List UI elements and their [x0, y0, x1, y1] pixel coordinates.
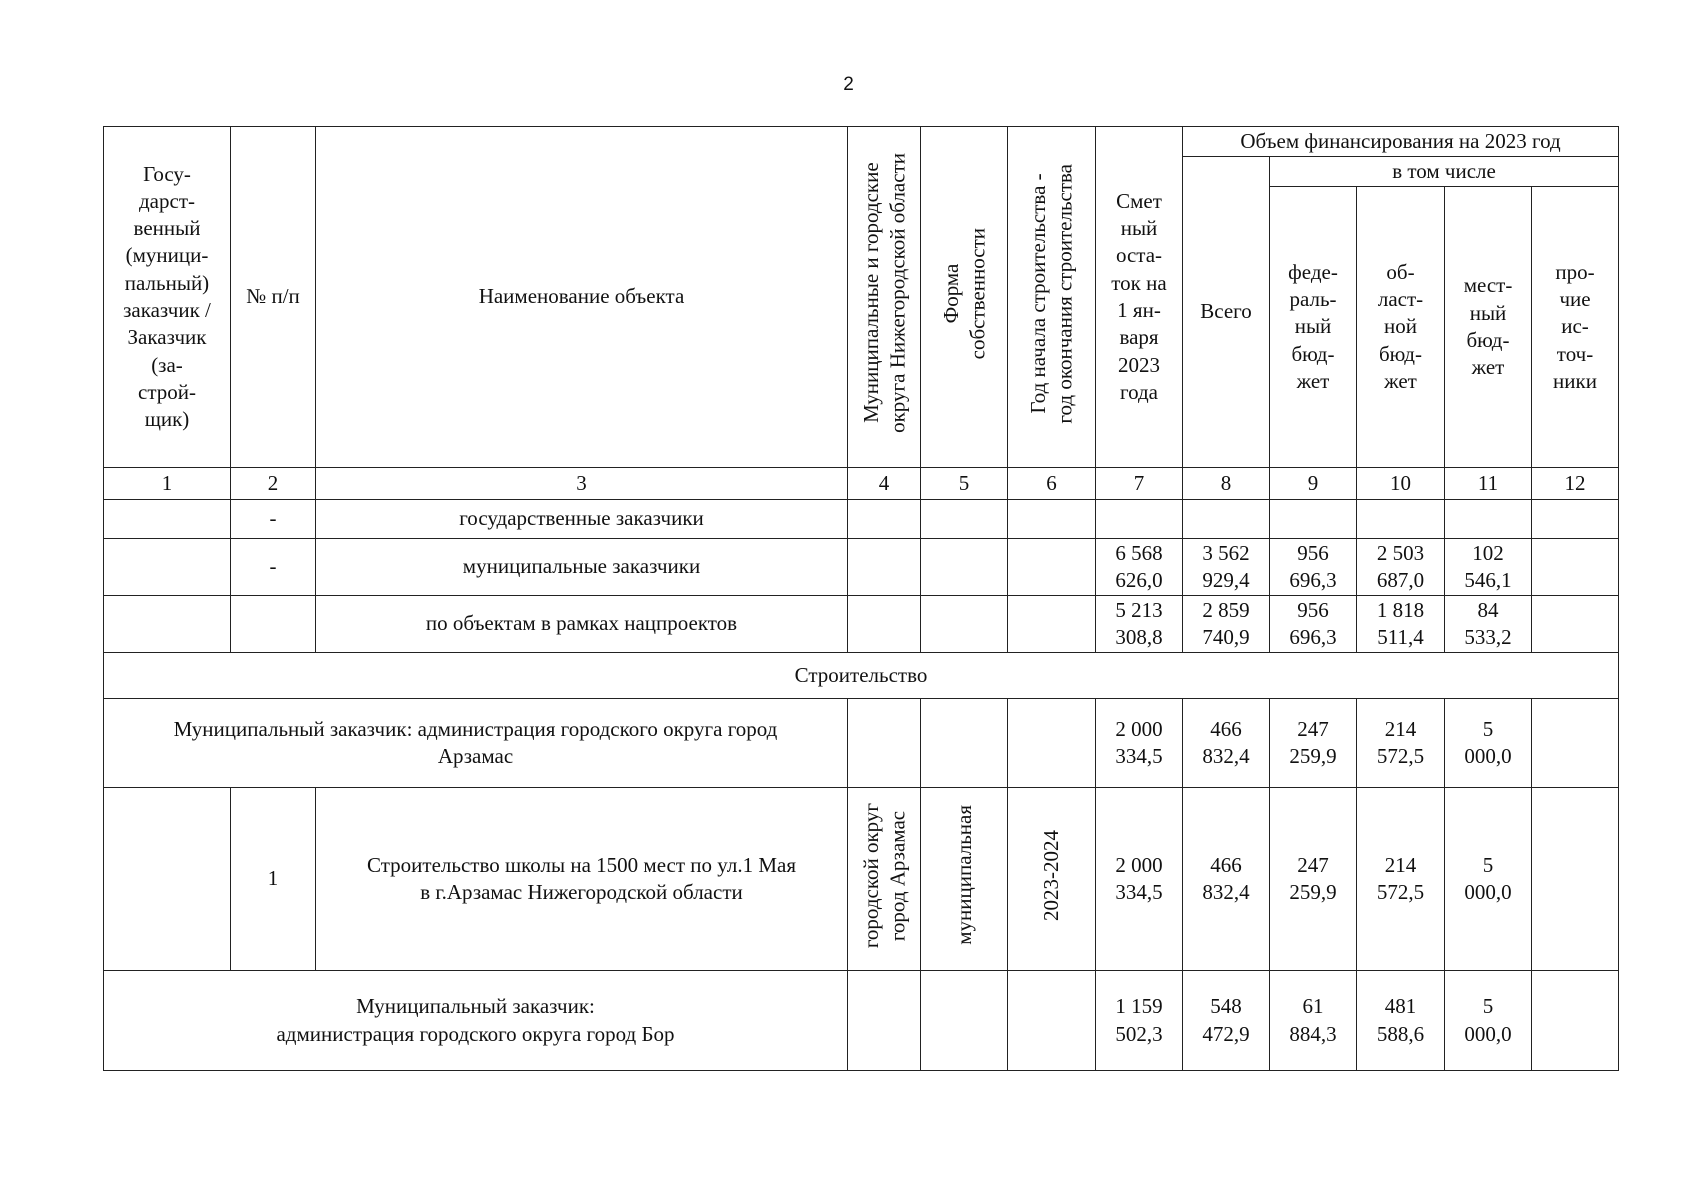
empty-cell [848, 596, 921, 653]
empty-cell [921, 539, 1008, 596]
object-district: городской округ город Арзамас [848, 788, 921, 971]
value-federal: 956 696,3 [1270, 539, 1357, 596]
row-dash: - [231, 500, 316, 539]
column-number: 3 [316, 468, 848, 500]
row-school-arzamas [104, 788, 1619, 971]
value-estimate: 2 000 334,5 [1096, 788, 1183, 971]
column-number: 11 [1445, 468, 1532, 500]
value-regional: 214 572,5 [1357, 788, 1445, 971]
empty-cell [104, 500, 231, 539]
empty-cell [848, 500, 921, 539]
row-state-customers [104, 500, 1619, 539]
column-number: 10 [1357, 468, 1445, 500]
customer-name: Муниципальный заказчик: администрация городского округа город Арзамас [104, 699, 848, 788]
empty-cell [1008, 971, 1096, 1071]
value-regional: 2 503 687,0 [1357, 539, 1445, 596]
value-other [1532, 539, 1619, 596]
empty-cell [1270, 500, 1357, 539]
value-other [1532, 699, 1619, 788]
investment-table [103, 126, 1619, 1071]
section-title: Строительство [104, 653, 1619, 699]
empty-cell [1532, 500, 1619, 539]
value-federal: 61 884,3 [1270, 971, 1357, 1071]
empty-cell [1008, 500, 1096, 539]
header-other-sources: про- чие ис- точ- ники [1532, 187, 1619, 468]
page-number: 2 [843, 74, 854, 95]
value-estimate: 2 000 334,5 [1096, 699, 1183, 788]
value-federal: 247 259,9 [1270, 699, 1357, 788]
column-numbers-row [104, 468, 1619, 500]
value-regional: 1 818 511,4 [1357, 596, 1445, 653]
empty-cell [1008, 699, 1096, 788]
empty-cell [921, 699, 1008, 788]
column-number: 1 [104, 468, 231, 500]
header-years: Год начала строительства - год окончания строительства [1008, 127, 1096, 468]
header-total: Всего [1183, 157, 1270, 468]
empty-cell [1445, 500, 1532, 539]
value-other [1532, 788, 1619, 971]
empty-cell [848, 539, 921, 596]
value-federal: 247 259,9 [1270, 788, 1357, 971]
header-item-number: № п/п [231, 127, 316, 468]
empty-cell [104, 596, 231, 653]
empty-cell [921, 596, 1008, 653]
header-ownership: Форма собственности [921, 127, 1008, 468]
row-name: по объектам в рамках нацпроектов [316, 596, 848, 653]
column-number: 4 [848, 468, 921, 500]
row-name: государственные заказчики [316, 500, 848, 539]
object-years: 2023-2024 [1008, 788, 1096, 971]
column-number: 9 [1270, 468, 1357, 500]
empty-cell [1008, 539, 1096, 596]
value-regional: 214 572,5 [1357, 699, 1445, 788]
empty-cell [1008, 596, 1096, 653]
row-dash: - [231, 539, 316, 596]
empty-cell [104, 539, 231, 596]
column-number: 5 [921, 468, 1008, 500]
value-total: 466 832,4 [1183, 788, 1270, 971]
value-other [1532, 596, 1619, 653]
column-number: 8 [1183, 468, 1270, 500]
column-number: 2 [231, 468, 316, 500]
empty-cell [1183, 500, 1270, 539]
empty-cell [921, 500, 1008, 539]
value-regional: 481 588,6 [1357, 971, 1445, 1071]
value-local: 84 533,2 [1445, 596, 1532, 653]
value-local: 5 000,0 [1445, 788, 1532, 971]
column-number: 7 [1096, 468, 1183, 500]
object-ownership: муниципальная [921, 788, 1008, 971]
header-local-budget: мест- ный бюд- жет [1445, 187, 1532, 468]
value-total: 2 859 740,9 [1183, 596, 1270, 653]
value-federal: 956 696,3 [1270, 596, 1357, 653]
header-regional-budget: об- ласт- ной бюд- жет [1357, 187, 1445, 468]
empty-cell [1357, 500, 1445, 539]
empty-cell [848, 699, 921, 788]
empty-cell [848, 971, 921, 1071]
value-total: 548 472,9 [1183, 971, 1270, 1071]
customer-name: Муниципальный заказчик: администрация городского округа город Бор [104, 971, 848, 1071]
row-customer-arzamas [104, 699, 1619, 788]
value-total: 466 832,4 [1183, 699, 1270, 788]
column-number: 12 [1532, 468, 1619, 500]
object-name: Строительство школы на 1500 мест по ул.1 Мая в г.Арзамас Нижегородской области [316, 788, 848, 971]
row-national-projects [104, 596, 1619, 653]
empty-cell [1096, 500, 1183, 539]
row-customer-bor [104, 971, 1619, 1071]
header-district: Муниципальные и городские округа Нижегородской области [848, 127, 921, 468]
empty-cell [104, 788, 231, 971]
value-local: 5 000,0 [1445, 971, 1532, 1071]
header-estimate-balance: Смет ный оста- ток на 1 ян- варя 2023 года [1096, 127, 1183, 468]
value-local: 5 000,0 [1445, 699, 1532, 788]
header-row-1 [104, 127, 1619, 157]
value-total: 3 562 929,4 [1183, 539, 1270, 596]
value-estimate: 1 159 502,3 [1096, 971, 1183, 1071]
value-estimate: 5 213 308,8 [1096, 596, 1183, 653]
empty-cell [231, 596, 316, 653]
value-local: 102 546,1 [1445, 539, 1532, 596]
value-other [1532, 971, 1619, 1071]
value-estimate: 6 568 626,0 [1096, 539, 1183, 596]
row-municipal-customers [104, 539, 1619, 596]
column-number: 6 [1008, 468, 1096, 500]
header-including: в том числе [1270, 157, 1619, 187]
empty-cell [921, 971, 1008, 1071]
row-name: муниципальные заказчики [316, 539, 848, 596]
header-federal-budget: феде- раль- ный бюд- жет [1270, 187, 1357, 468]
header-funding-title: Объем финансирования на 2023 год [1183, 127, 1619, 157]
row-section [104, 653, 1619, 699]
header-customer: Госу- дарст- венный (муници- пальный) заказчик / Заказчик (за- строй- щик) [104, 127, 231, 468]
header-object-name: Наименование объекта [316, 127, 848, 468]
item-number: 1 [231, 788, 316, 971]
